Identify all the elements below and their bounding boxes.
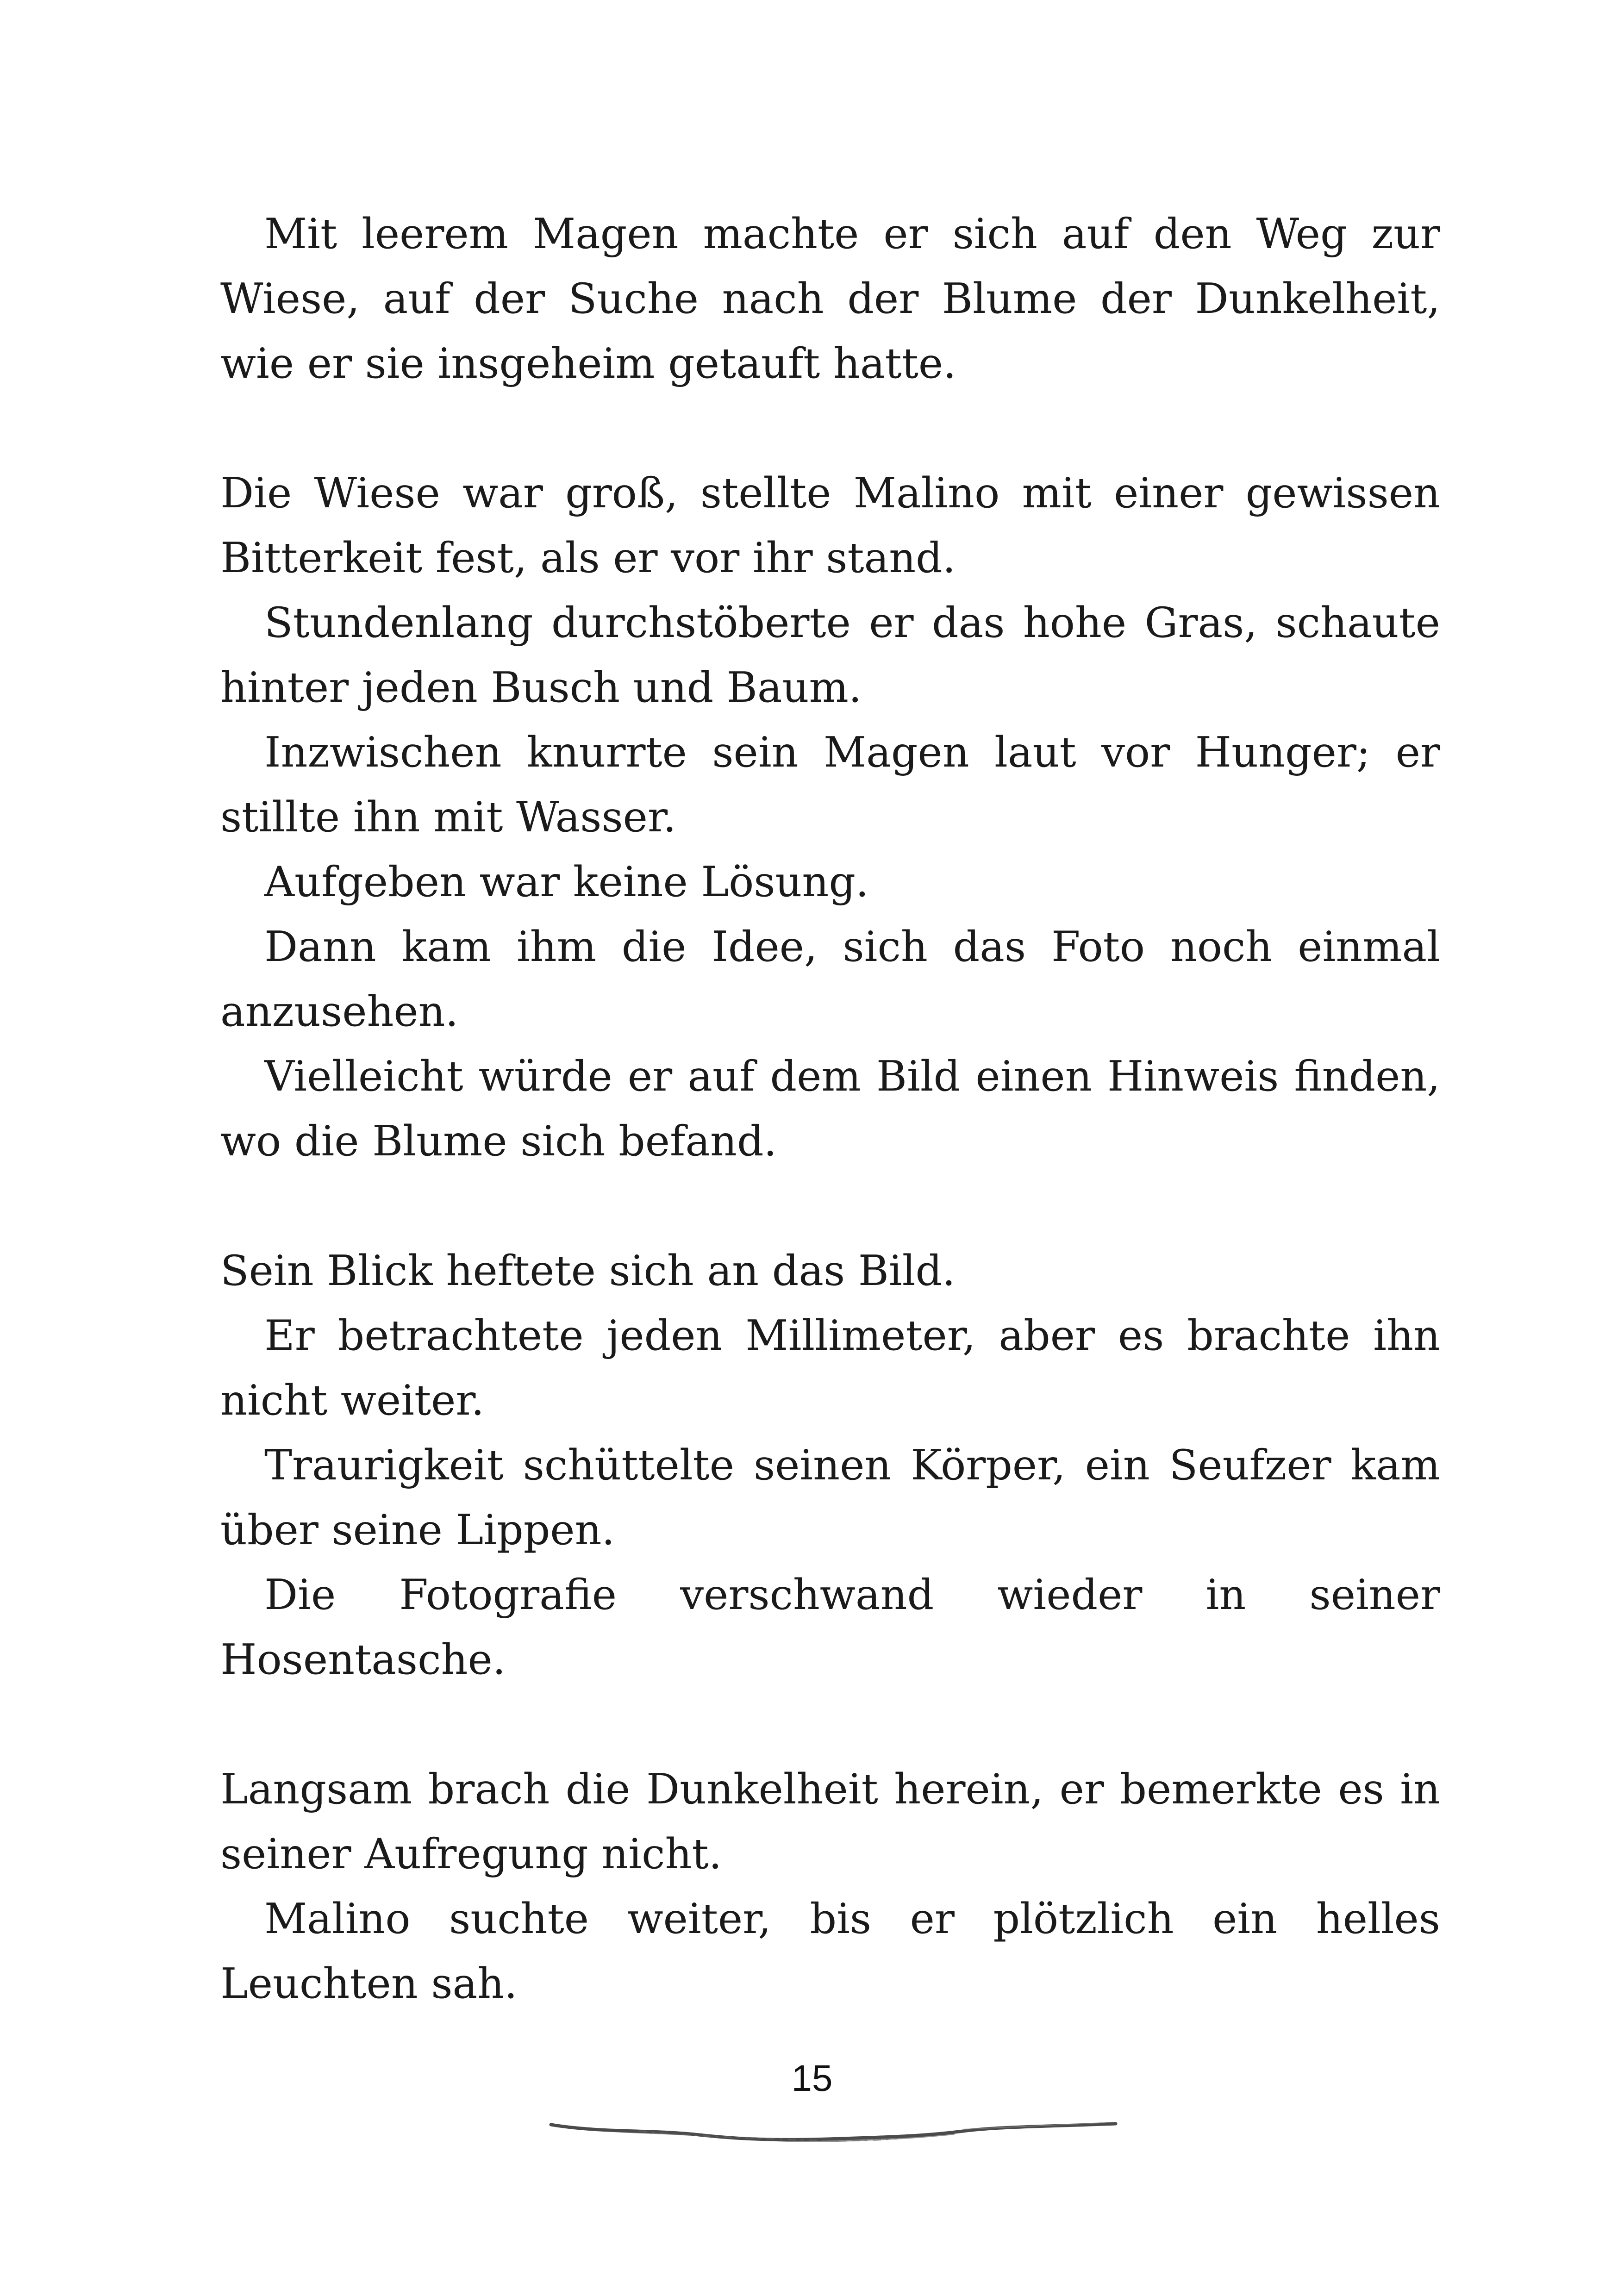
paragraph: Traurigkeit schüttelte seinen Körper, ein Seufzer kam über seine Lippen. <box>220 1441 1440 1554</box>
paragraph: Er betrachtete jeden Millimeter, aber es brachte ihn nicht weiter. <box>220 1311 1440 1425</box>
paragraph: Dann kam ihm die Idee, sich das Foto noch einmal anzusehen. <box>220 923 1440 1036</box>
paragraph-gap <box>220 396 1440 461</box>
paragraph-gap <box>220 1692 1440 1757</box>
paragraph: Die Fotografie verschwand wieder in seiner Hosentasche. <box>220 1571 1440 1684</box>
paragraph: Malino suchte weiter, bis er plötzlich ein helles Leuchten sah. <box>220 1895 1440 2008</box>
brushstroke-ornament <box>546 2111 1120 2152</box>
body-text <box>220 202 1440 2016</box>
paragraph: Stundenlang durchstöberte er das hohe Gras, schaute hinter jeden Busch und Baum. <box>220 599 1440 712</box>
paragraph: Langsam brach die Dunkelheit herein, er bemerkte es in seiner Aufregung nicht. <box>220 1765 1440 1878</box>
paragraph: Vielleicht würde er auf dem Bild einen Hinweis finden, wo die Blume sich befand. <box>220 1052 1440 1166</box>
paragraph: Sein Blick heftete sich an das Bild. <box>220 1247 956 1295</box>
paragraph-gap <box>220 1174 1440 1239</box>
page-number: 15 <box>791 2058 833 2099</box>
paragraph: Mit leerem Magen machte er sich auf den Weg zur Wiese, auf der Suche nach der Blume der Dunkelheit, wie er sie insgeheim getauft hatte. <box>220 210 1440 388</box>
paragraph: Inzwischen knurrte sein Magen laut vor Hunger; er stillte ihn mit Wasser. <box>220 728 1440 842</box>
paragraph: Aufgeben war keine Lösung. <box>264 858 869 906</box>
paragraph: Die Wiese war groß, stellte Malino mit einer gewissen Bitterkeit fest, als er vor ihr stand. <box>220 469 1440 582</box>
